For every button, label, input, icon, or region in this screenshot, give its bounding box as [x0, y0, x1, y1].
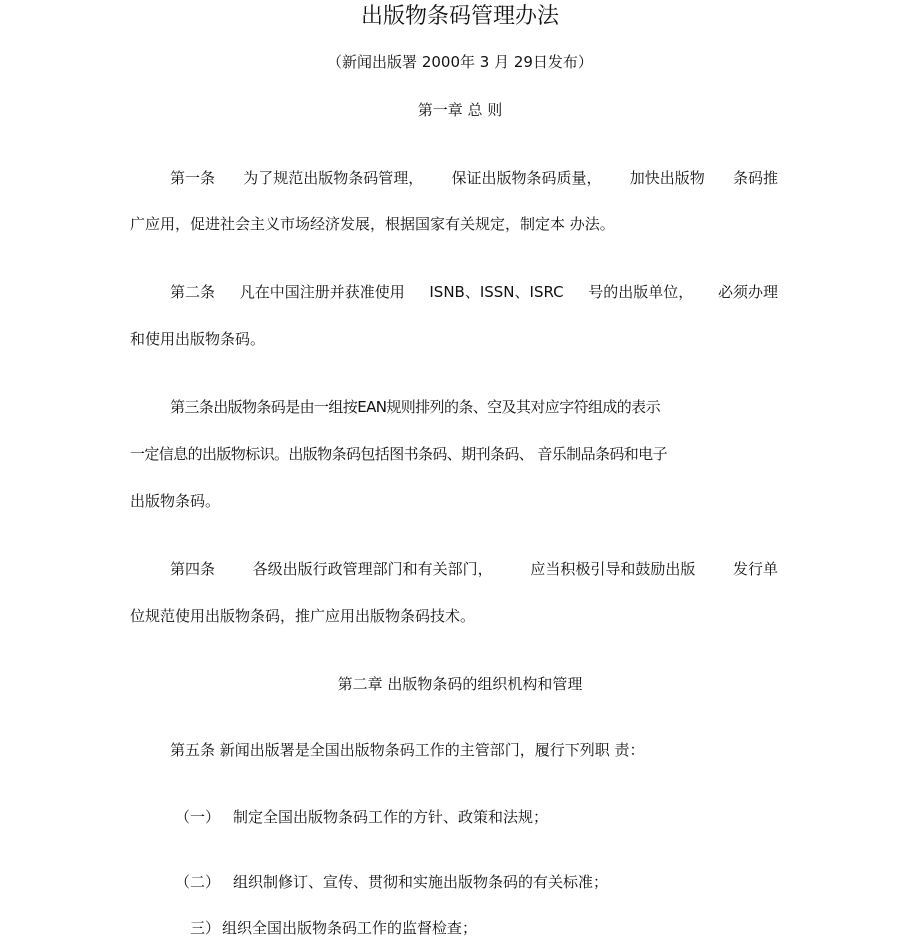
article-2-line-1: [170, 282, 778, 302]
list-item-number: （二）: [175, 873, 221, 891]
publication-note: （新闻出版署 2000年 3 月 29日发布）: [327, 53, 593, 71]
text-segment: 必须办理: [717, 283, 778, 301]
article-4-line-1: [170, 559, 778, 579]
text-segment: 第四条: [170, 560, 216, 578]
text-segment: 凡在中国注册并获准使用: [239, 283, 405, 301]
article-5: 第五条 新闻出版署是全国出版物条码工作的主管部门，履行下列职 责：: [170, 741, 645, 759]
article-3-line-2: 一定信息的出版物标识。出版物条码包括图书条码、期刊条码、 音乐制品条码和电子: [130, 445, 667, 463]
text-segment: 号的出版单位，: [588, 283, 694, 301]
text-segment: 为了规范出版物条码管理，: [243, 169, 424, 187]
list-item-text: 制定全国出版物条码工作的方针、政策和法规；: [233, 808, 549, 826]
chapter-heading: 第二章 出版物条码的组织机构和管理: [337, 675, 583, 693]
article-1-line-2: 广应用，促进社会主义市场经济发展，根据国家有关规定，制定本 办法。: [130, 215, 615, 233]
article-2-line-2: 和使用出版物条码。: [130, 330, 266, 348]
article-4-line-2: 位规范使用出版物条码，推广应用出版物条码技术。: [130, 607, 476, 625]
text-segment: 条码推: [732, 169, 778, 187]
text-segment: 保证出版物条码质量，: [451, 169, 602, 187]
text-segment: 发行单: [732, 560, 778, 578]
article-3-line-1: 第三条出版物条码是由一组按EAN规则排列的条、空及其对应字符组成的表示: [170, 398, 660, 416]
text-segment: 第二条: [170, 283, 216, 301]
list-item-text: 组织全国出版物条码工作的监督检查；: [222, 919, 478, 937]
article-1-line-1: [170, 168, 778, 188]
text-segment: 应当积极引导和鼓励出版: [530, 560, 696, 578]
list-item-number: 三）: [190, 919, 221, 937]
text-segment: 各级出版行政管理部门和有关部门，: [252, 560, 493, 578]
text-segment: 加快出版物: [629, 169, 705, 187]
chapter-heading: 第一章 总 则: [417, 101, 503, 119]
text-segment: 第一条: [170, 169, 216, 187]
document-title: 出版物条码管理办法: [360, 4, 559, 29]
list-item-text: 组织制修订、宣传、贯彻和实施出版物条码的有关标准；: [233, 873, 609, 891]
list-item-number: （一）: [175, 808, 221, 826]
text-segment: ISNB、ISSN、ISRC: [429, 283, 564, 301]
article-3-line-3: 出版物条码。: [130, 492, 221, 510]
